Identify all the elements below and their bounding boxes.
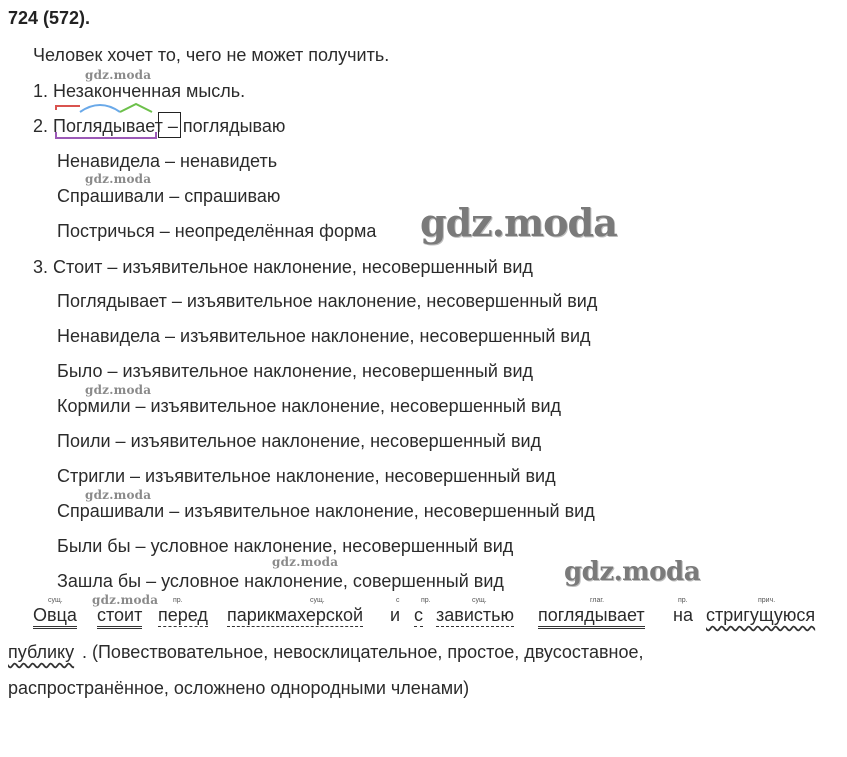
watermark-small: gdz.moda <box>85 383 152 397</box>
analysis-word-predicate: стоит <box>97 605 142 629</box>
analysis-word: стригущуюся <box>706 605 816 625</box>
item-3-line: Стригли – изъявительное наклонение, несовершенный вид <box>57 466 556 486</box>
analysis-word-predicate: поглядывает <box>538 605 645 629</box>
item-2-word-stem: Поглядыва <box>53 116 146 136</box>
pos-label: глаг. <box>590 597 605 604</box>
pos-label: сущ. <box>310 597 325 604</box>
analysis-word: парикмахерской <box>227 605 364 625</box>
pos-label: сущ. <box>48 597 63 604</box>
pos-label: с <box>396 597 400 604</box>
ending-box <box>158 112 181 138</box>
item-2-line: Постричься – неопределённая форма <box>57 221 377 241</box>
item-2-line: Ненавидела – ненавидеть <box>57 151 278 171</box>
item-3-line: Зашла бы – условное наклонение, совершенный вид <box>57 571 504 591</box>
analysis-word: на <box>673 605 693 625</box>
pos-label: пр. <box>173 597 183 604</box>
watermark-small: gdz.moda <box>85 68 152 82</box>
watermark-big: gdz.moda <box>420 200 617 245</box>
item-3-number: 3. <box>33 257 49 277</box>
watermark-small: gdz.moda <box>92 593 159 607</box>
pos-label: пр. <box>421 597 431 604</box>
suffix-mark <box>120 104 152 112</box>
item-3-line: Спрашивали – изъявительное наклонение, несовершенный вид <box>57 501 595 521</box>
item-3-line: Ненавидела – изъявительное наклонение, несовершенный вид <box>57 326 591 346</box>
prefix-mark <box>56 106 80 110</box>
analysis-word-subject: Овца <box>33 605 77 629</box>
root-mark <box>80 105 120 112</box>
watermark-big: gdz.moda <box>564 557 701 587</box>
analysis-word: с <box>414 605 423 625</box>
pos-label: прич. <box>758 597 776 604</box>
item-3-line: Кормили – изъявительное наклонение, несовершенный вид <box>57 396 562 416</box>
item-3-first <box>33 256 533 278</box>
item-2-line: Спрашивали – спрашиваю <box>57 186 281 206</box>
watermark-small: gdz.moda <box>85 172 152 186</box>
watermark-small: gdz.moda <box>85 488 152 502</box>
item-2-pair: – поглядываю <box>162 116 286 136</box>
pos-label: сущ. <box>472 597 487 604</box>
source-sentence: Человек хочет то, чего не может получить. <box>33 45 390 65</box>
sentence-characteristics: . (Повествовательное, невосклицательное, простое, двусоставное, <box>82 642 644 662</box>
item-3-line: Было – изъявительное наклонение, несовершенный вид <box>57 361 533 381</box>
item-2-number: 2. <box>33 116 49 136</box>
item-3-line: Поглядывает – изъявительное наклонение, несовершенный вид <box>57 291 598 311</box>
exercise-number: 724 (572). <box>8 8 91 28</box>
item-3-line: Стоит – изъявительное наклонение, несовершенный вид <box>53 257 533 277</box>
analysis-word: завистью <box>436 605 515 625</box>
item-3-line: Были бы – условное наклонение, несовершенный вид <box>57 536 514 556</box>
watermark-small: gdz.moda <box>272 555 339 569</box>
pos-label: пр. <box>678 597 688 604</box>
item-1: 1. Незаконченная мысль. <box>33 81 246 101</box>
analysis-word: перед <box>158 605 208 625</box>
sentence-characteristics-cont: распространённое, осложнено однородными членами) <box>8 678 470 698</box>
analysis-word: и <box>390 605 401 625</box>
item-2-ending: ет <box>145 116 163 136</box>
analysis-word: публику <box>8 642 75 662</box>
item-3-line: Поили – изъявительное наклонение, несовершенный вид <box>57 431 542 451</box>
